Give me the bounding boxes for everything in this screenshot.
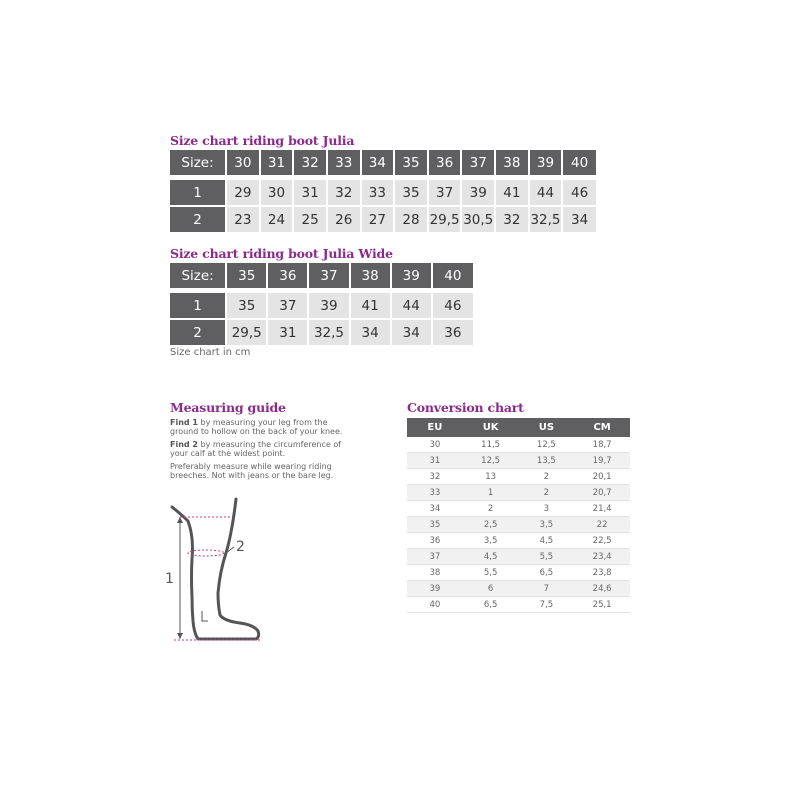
measurement-cell: 26	[327, 206, 361, 232]
measurement-cell: 27	[361, 206, 395, 232]
measurement-cell: 30	[260, 180, 294, 206]
conversion-cell: 1	[463, 485, 519, 501]
measurement-cell: 39	[308, 293, 349, 319]
conversion-cell: 40	[407, 597, 463, 613]
conversion-cell: 4,5	[519, 533, 575, 549]
conversion-cell: 20,1	[574, 469, 630, 485]
measurement-cell: 46	[562, 180, 596, 206]
measuring-guide-title: Measuring guide	[170, 400, 286, 415]
measurement-cell: 29,5	[226, 319, 267, 345]
size-header-cell: 38	[350, 263, 391, 288]
size-label: Size:	[170, 150, 226, 175]
conversion-cell: 33	[407, 485, 463, 501]
size-header-cell: 33	[327, 150, 361, 175]
measurement-cell: 29,5	[428, 206, 462, 232]
guide-note: Preferably measure while wearing riding breeches. Not with jeans or the bare leg.	[170, 462, 334, 480]
size-header-cell: 40	[562, 150, 596, 175]
conversion-header-cell: UK	[463, 418, 519, 437]
julia-wide-size-table	[170, 263, 473, 345]
size-header-cell: 38	[495, 150, 529, 175]
conversion-table	[407, 418, 630, 613]
measurement-cell: 46	[432, 293, 473, 319]
conversion-cell: 23,4	[574, 549, 630, 565]
conversion-cell: 7,5	[519, 597, 575, 613]
measurement-row	[170, 180, 596, 206]
conversion-cell: 31	[407, 453, 463, 469]
conversion-row	[407, 485, 630, 501]
measurement-cell: 23	[226, 206, 260, 232]
measurement-cell: 31	[293, 180, 327, 206]
julia-size-table	[170, 150, 596, 232]
size-label: Size:	[170, 263, 226, 288]
measurement-label: 1	[170, 180, 226, 206]
size-chart-unit-note: Size chart in cm	[170, 347, 251, 358]
conversion-cell: 5,5	[519, 549, 575, 565]
size-header-cell: 40	[432, 263, 473, 288]
conversion-header-cell: EU	[407, 418, 463, 437]
conversion-row	[407, 437, 630, 453]
conversion-cell: 4,5	[463, 549, 519, 565]
measurement-cell: 33	[361, 180, 395, 206]
size-header-cell: 37	[461, 150, 495, 175]
conversion-row	[407, 533, 630, 549]
conversion-cell: 34	[407, 501, 463, 517]
conversion-cell: 19,7	[574, 453, 630, 469]
guide-find-1: Find 1 by measuring your leg from the ground to hollow on the back of your knee.	[170, 418, 343, 436]
measurement-cell: 32	[327, 180, 361, 206]
conversion-row	[407, 549, 630, 565]
size-header-cell: 31	[260, 150, 294, 175]
conversion-cell: 6,5	[519, 565, 575, 581]
conversion-header-row	[407, 418, 630, 437]
conversion-row	[407, 565, 630, 581]
size-header-cell: 39	[529, 150, 563, 175]
conversion-cell: 2	[519, 485, 575, 501]
conversion-cell: 20,7	[574, 485, 630, 501]
conversion-cell: 3,5	[519, 517, 575, 533]
measurement-cell: 34	[391, 319, 432, 345]
conversion-cell: 38	[407, 565, 463, 581]
conversion-row	[407, 581, 630, 597]
conversion-cell: 3	[519, 501, 575, 517]
julia-chart-title: Size chart riding boot Julia	[170, 133, 355, 148]
size-header-cell: 36	[428, 150, 462, 175]
conversion-cell: 13,5	[519, 453, 575, 469]
measurement-cell: 32	[495, 206, 529, 232]
size-header-cell: 30	[226, 150, 260, 175]
guide-find-2: Find 2 by measuring the circumference of your calf at the widest point.	[170, 440, 342, 458]
conversion-cell: 25,1	[574, 597, 630, 613]
measurement-cell: 37	[267, 293, 308, 319]
measurement-row	[170, 206, 596, 232]
conversion-row	[407, 517, 630, 533]
measurement-cell: 30,5	[461, 206, 495, 232]
measurement-cell: 24	[260, 206, 294, 232]
conversion-header-cell: CM	[574, 418, 630, 437]
conversion-cell: 32	[407, 469, 463, 485]
conversion-cell: 6,5	[463, 597, 519, 613]
julia-wide-chart-title: Size chart riding boot Julia Wide	[170, 246, 393, 261]
measurement-cell: 34	[562, 206, 596, 232]
conversion-cell: 30	[407, 437, 463, 453]
conversion-cell: 36	[407, 533, 463, 549]
measurement-cell: 29	[226, 180, 260, 206]
conversion-row	[407, 469, 630, 485]
conversion-cell: 35	[407, 517, 463, 533]
measurement-cell: 44	[391, 293, 432, 319]
conversion-cell: 6	[463, 581, 519, 597]
conversion-cell: 12,5	[463, 453, 519, 469]
conversion-cell: 7	[519, 581, 575, 597]
conversion-row	[407, 501, 630, 517]
conversion-cell: 2	[519, 469, 575, 485]
size-header-row	[170, 263, 473, 288]
conversion-cell: 3,5	[463, 533, 519, 549]
conversion-cell: 23,8	[574, 565, 630, 581]
measurement-cell: 28	[394, 206, 428, 232]
conversion-cell: 12,5	[519, 437, 575, 453]
conversion-cell: 21,4	[574, 501, 630, 517]
conversion-cell: 11,5	[463, 437, 519, 453]
size-header-cell: 37	[308, 263, 349, 288]
measure-1-label: 1	[165, 571, 174, 587]
measurement-label: 1	[170, 293, 226, 319]
conversion-cell: 2,5	[463, 517, 519, 533]
measurement-cell: 34	[350, 319, 391, 345]
measurement-cell: 35	[226, 293, 267, 319]
measurement-row	[170, 293, 473, 319]
size-header-cell: 35	[394, 150, 428, 175]
conversion-cell: 22,5	[574, 533, 630, 549]
measurement-cell: 35	[394, 180, 428, 206]
conversion-cell: 5,5	[463, 565, 519, 581]
size-header-cell: 34	[361, 150, 395, 175]
conversion-cell: 22	[574, 517, 630, 533]
conversion-cell: 24,6	[574, 581, 630, 597]
measurement-cell: 32,5	[529, 206, 563, 232]
measuring-guide-text	[170, 418, 355, 484]
size-header-cell: 35	[226, 263, 267, 288]
conversion-header-cell: US	[519, 418, 575, 437]
measurement-cell: 32,5	[308, 319, 349, 345]
conversion-row	[407, 453, 630, 469]
size-header-cell: 36	[267, 263, 308, 288]
size-header-cell: 32	[293, 150, 327, 175]
measurement-cell: 41	[495, 180, 529, 206]
conversion-cell: 39	[407, 581, 463, 597]
measurement-label: 2	[170, 206, 226, 232]
conversion-cell: 37	[407, 549, 463, 565]
conversion-cell: 2	[463, 501, 519, 517]
measurement-cell: 44	[529, 180, 563, 206]
measure-2-label: 2	[236, 539, 245, 555]
measurement-cell: 39	[461, 180, 495, 206]
leg-illustration	[160, 497, 270, 647]
measurement-row	[170, 319, 473, 345]
conversion-chart-title: Conversion chart	[407, 400, 524, 415]
conversion-row	[407, 597, 630, 613]
conversion-cell: 18,7	[574, 437, 630, 453]
size-header-row	[170, 150, 596, 175]
conversion-cell: 13	[463, 469, 519, 485]
measurement-cell: 41	[350, 293, 391, 319]
measurement-cell: 31	[267, 319, 308, 345]
measurement-label: 2	[170, 319, 226, 345]
measurement-cell: 37	[428, 180, 462, 206]
measurement-cell: 25	[293, 206, 327, 232]
size-header-cell: 39	[391, 263, 432, 288]
measurement-cell: 36	[432, 319, 473, 345]
